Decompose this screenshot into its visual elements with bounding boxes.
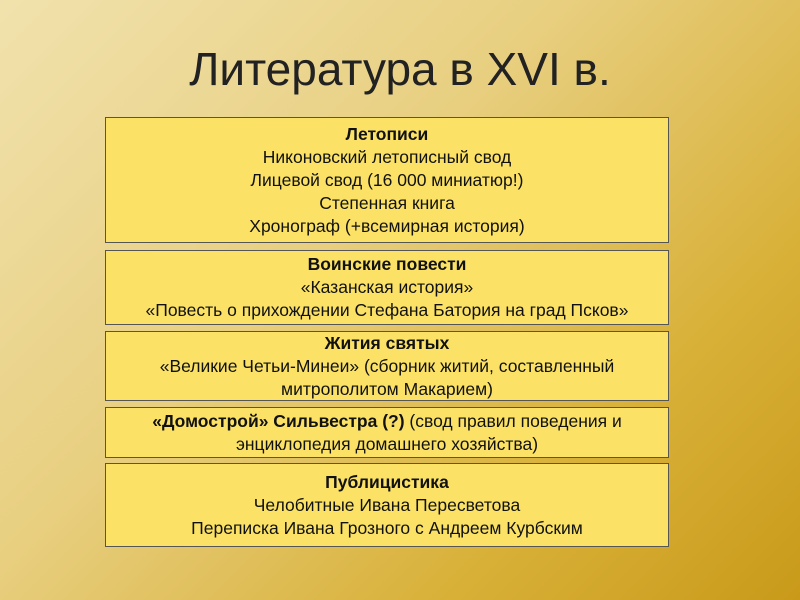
chronicles-item: Хронограф (+всемирная история): [249, 215, 525, 236]
publicism-item: Переписка Ивана Грозного с Андреем Курбским: [191, 517, 583, 538]
chronicles-box: [105, 117, 669, 243]
slide-title: Литература в XVI в.: [189, 43, 611, 95]
military-tales-item: «Казанская история»: [300, 277, 474, 297]
chronicles-item: Никоновский летописный свод: [262, 146, 512, 167]
domostroy-description: (свод правил поведения и энциклопедия домашнего хозяйства): [235, 410, 622, 454]
chronicles-item: Степенная книга: [319, 192, 455, 213]
domostroy-box: [105, 407, 669, 458]
saints-lives-heading: Жития святых: [324, 332, 450, 353]
chronicles-heading: Летописи: [345, 123, 429, 144]
military-tales-heading: Воинские повести: [307, 254, 467, 274]
publicism-heading: Публицистика: [325, 471, 449, 492]
domostroy-text-block: [106, 410, 668, 456]
chronicles-item: Лицевой свод (16 000 миниатюр!): [250, 169, 524, 190]
saints-lives-box: [105, 331, 669, 401]
military-tales-box: [105, 250, 669, 325]
military-tales-item: «Повесть о прихождении Стефана Батория на град Псков»: [145, 300, 629, 320]
publicism-item: Челобитные Ивана Пересветова: [253, 494, 521, 515]
saints-lives-text: «Великие Четьи-Минеи» (сборник житий, составленный митрополитом Макарием): [159, 355, 615, 399]
publicism-box: [105, 463, 669, 547]
domostroy-title: «Домострой» Сильвестра (?): [152, 410, 405, 431]
